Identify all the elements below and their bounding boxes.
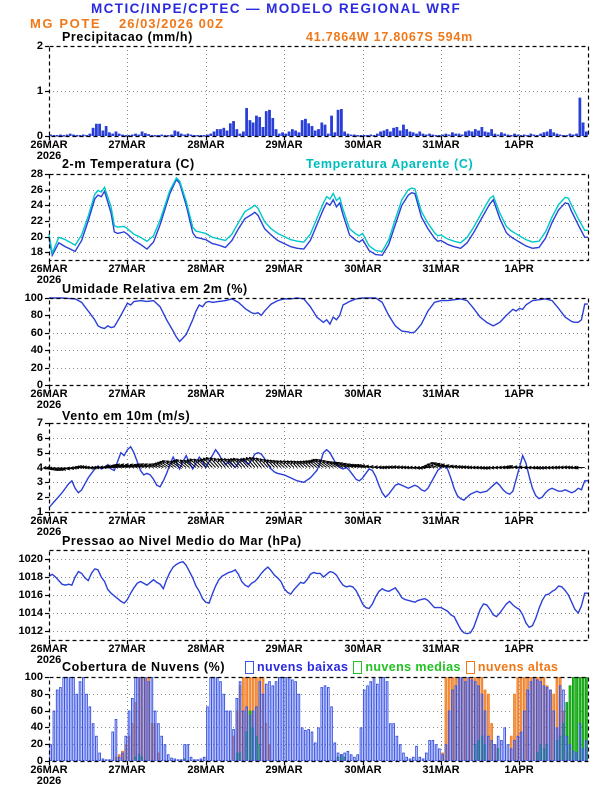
y-tick-label-nuvens: 100 [24,671,43,683]
y-tick-label-umidade: 40 [30,344,43,356]
legend-label-nuvens-baixas: nuvens baixas [257,660,349,674]
y-tick-label-precipitacao: 1 [36,85,43,97]
x-tick-label: 28MAR [187,643,225,655]
location-coordinates-label: 41.7864W 17.8067S 594m [306,30,474,44]
panel-title-umidade: Umidade Relativa em 2m (%) [62,282,248,296]
y-tick-label-vento: 6 [36,432,43,444]
x-tick-label: 28MAR [187,388,225,400]
x-tick-label: 31MAR [422,388,460,400]
x-tick-label: 31MAR [422,643,460,655]
y-tick-label-precipitacao: 0 [36,130,43,142]
y-tick-label-vento: 1 [36,506,43,518]
x-tick-label: 28MAR [187,515,225,527]
x-tick-label: 26MAR [30,764,68,776]
x-tick-label: 31MAR [422,515,460,527]
y-tick-label-vento: 5 [36,447,43,459]
panel-title-temperatura-aparente: Temperatura Aparente (C) [306,157,474,171]
y-tick-label-nuvens: 60 [30,705,43,717]
x-tick-year-label: 2026 [36,526,62,538]
x-tick-label: 30MAR [344,515,382,527]
x-tick-label: 27MAR [108,388,146,400]
y-tick-label-vento: 7 [36,417,43,429]
y-tick-label-temperatura: 18 [30,246,43,258]
y-tick-label-temperatura: 28 [30,168,43,180]
x-tick-label: 1APR [504,764,534,776]
legend-label-nuvens-altas: nuvens altas [477,660,559,674]
x-tick-label: 1APR [504,388,534,400]
y-tick-label-nuvens: 40 [30,721,43,733]
y-tick-label-umidade: 100 [24,292,43,304]
y-tick-label-temperatura: 22 [30,215,43,227]
y-tick-label-umidade: 0 [36,379,43,391]
panel-title-nuvens: Cobertura de Nuvens (%) [62,660,226,674]
x-tick-label: 29MAR [265,515,303,527]
x-tick-label: 26MAR [30,643,68,655]
y-tick-label-temperatura: 20 [30,231,43,243]
x-tick-year-label: 2026 [36,775,62,787]
x-tick-year-label: 2026 [36,399,62,411]
y-tick-label-vento: 4 [36,462,43,474]
x-tick-label: 26MAR [30,515,68,527]
panel-title-precipitacao: Precipitacao (mm/h) [62,30,193,44]
y-tick-label-pressao: 1012 [18,625,43,637]
x-tick-year-label: 2026 [36,654,62,666]
legend-item-nuvens-baixas [245,660,348,674]
y-tick-label-vento: 3 [36,476,43,488]
y-tick-label-pressao: 1020 [18,553,43,565]
y-tick-label-pressao: 1014 [18,607,43,619]
x-tick-label: 27MAR [108,263,146,275]
x-tick-label: 29MAR [265,643,303,655]
x-tick-label: 28MAR [187,263,225,275]
y-tick-label-precipitacao: 2 [36,40,43,52]
x-tick-label: 26MAR [30,263,68,275]
panel-title-temperatura: 2-m Temperatura (C) [62,157,195,171]
legend-label-nuvens-medias: nuvens medias [365,660,461,674]
x-tick-label: 26MAR [30,139,68,151]
x-tick-label: 30MAR [344,643,382,655]
x-tick-label: 30MAR [344,139,382,151]
panel-title-vento: Vento em 10m (m/s) [62,409,191,423]
y-tick-label-umidade: 60 [30,327,43,339]
x-tick-label: 28MAR [187,139,225,151]
x-tick-label: 1APR [504,263,534,275]
y-tick-label-umidade: 20 [30,362,43,374]
y-tick-label-nuvens: 0 [36,755,43,767]
cloud-mid-swatch-icon [353,661,362,674]
y-tick-label-nuvens: 20 [30,738,43,750]
x-tick-label: 1APR [504,139,534,151]
x-tick-year-label: 2026 [36,274,62,286]
x-tick-label: 28MAR [187,764,225,776]
x-tick-label: 1APR [504,515,534,527]
x-tick-label: 29MAR [265,764,303,776]
y-tick-label-temperatura: 24 [30,199,43,211]
legend-item-nuvens-medias [353,660,461,674]
x-tick-year-label: 2026 [36,150,62,162]
y-tick-label-pressao: 1016 [18,589,43,601]
station-label: MG POTE [30,16,102,31]
y-tick-label-umidade: 80 [30,309,43,321]
panel-title-pressao: Pressao ao Nivel Medio do Mar (hPa) [62,534,302,548]
x-tick-label: 27MAR [108,139,146,151]
x-tick-label: 31MAR [422,263,460,275]
page-title: MCTIC/INPE/CPTEC — MODELO REGIONAL WRF [91,1,462,16]
x-tick-label: 29MAR [265,263,303,275]
run-datetime-label: 26/03/2026 00Z [119,16,225,31]
x-tick-label: 29MAR [265,139,303,151]
x-tick-label: 27MAR [108,764,146,776]
x-tick-label: 29MAR [265,388,303,400]
y-tick-label-nuvens: 80 [30,688,43,700]
x-tick-label: 27MAR [108,643,146,655]
legend-item-nuvens-altas [466,660,559,674]
x-tick-label: 31MAR [422,139,460,151]
cloud-high-swatch-icon [466,661,475,674]
x-tick-label: 31MAR [422,764,460,776]
x-tick-label: 26MAR [30,388,68,400]
cloud-legend [245,660,558,674]
y-tick-label-pressao: 1018 [18,571,43,583]
x-tick-label: 1APR [504,643,534,655]
y-tick-label-vento: 2 [36,491,43,503]
x-tick-label: 27MAR [108,515,146,527]
x-tick-label: 30MAR [344,388,382,400]
x-tick-label: 30MAR [344,764,382,776]
y-tick-label-temperatura: 26 [30,184,43,196]
cloud-low-swatch-icon [245,661,254,674]
x-tick-label: 30MAR [344,263,382,275]
